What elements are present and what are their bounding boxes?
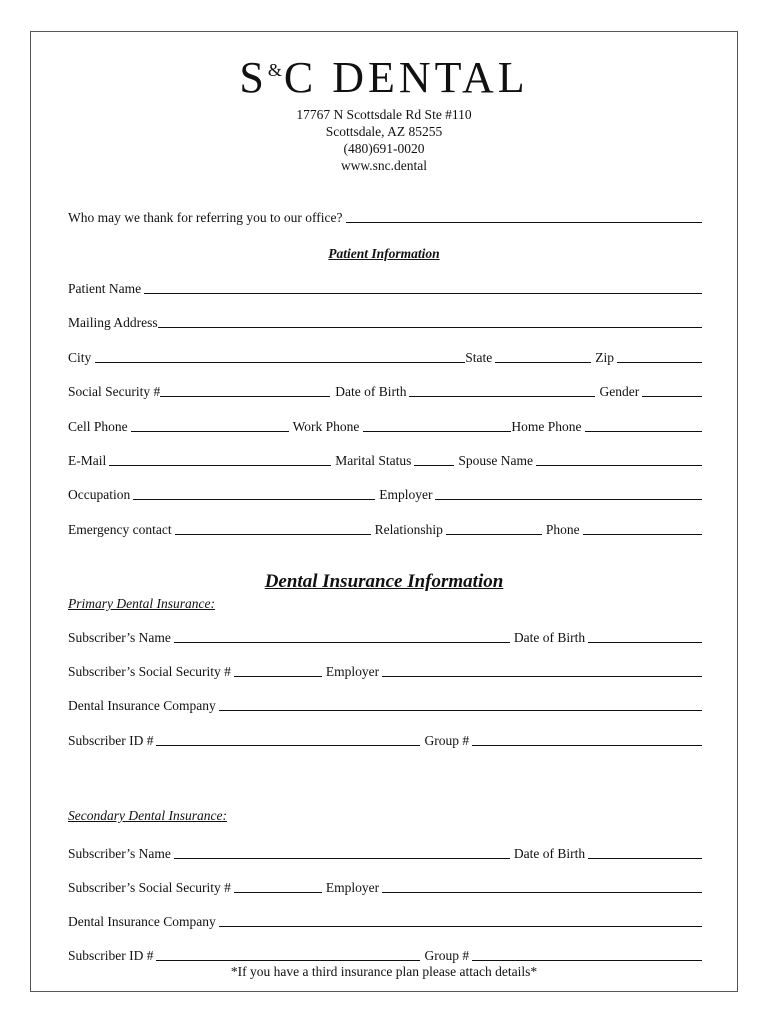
occupation-label: Occupation: [68, 487, 131, 502]
spouse-name-field[interactable]: [536, 464, 702, 466]
ssn-dob-gender-row: [68, 382, 702, 402]
secondary-subscriber-ssn-field[interactable]: [234, 891, 322, 893]
primary-company-row: [68, 696, 702, 716]
secondary-subscriber-ssn-label: Subscriber’s Social Security #: [68, 880, 231, 895]
home-phone-field[interactable]: [585, 430, 702, 432]
cell-phone-field[interactable]: [131, 430, 289, 432]
patient-info-title: Patient Information: [328, 246, 440, 261]
marital-status-label: Marital Status: [335, 453, 412, 468]
secondary-group-label: Group #: [424, 948, 470, 963]
primary-id-group-row: [68, 731, 702, 751]
spouse-name-label: Spouse Name: [458, 453, 533, 468]
relationship-label: Relationship: [374, 522, 443, 537]
relationship-field[interactable]: [446, 533, 542, 535]
email-field[interactable]: [109, 464, 331, 466]
address-line-1: 17767 N Scottsdale Rd Ste #110: [296, 107, 472, 122]
zip-field[interactable]: [617, 361, 702, 363]
secondary-subscriber-dob-field[interactable]: [588, 857, 702, 859]
email-label: E-Mail: [68, 453, 107, 468]
emergency-contact-label: Emergency contact: [68, 522, 172, 537]
primary-subscriber-dob-field[interactable]: [588, 641, 702, 643]
patient-name-field[interactable]: [144, 292, 702, 294]
primary-subscriber-name-field[interactable]: [174, 641, 510, 643]
third-insurance-footnote: *If you have a third insurance plan please attach details*: [230, 964, 538, 979]
primary-group-field[interactable]: [472, 744, 702, 746]
secondary-subscriber-ssn-row: [68, 878, 702, 898]
mailing-address-label: Mailing Address: [68, 315, 158, 330]
practice-website: www.snc.dental: [340, 158, 428, 173]
primary-subscriber-id-field[interactable]: [156, 744, 420, 746]
occupation-field[interactable]: [133, 498, 375, 500]
primary-employer-label: Employer: [325, 664, 380, 679]
zip-label: Zip: [595, 350, 615, 365]
secondary-company-field[interactable]: [219, 925, 702, 927]
secondary-subscriber-id-field[interactable]: [156, 959, 420, 961]
employer-label: Employer: [379, 487, 433, 502]
emergency-phone-field[interactable]: [583, 533, 702, 535]
dental-insurance-title: Dental Insurance Information: [264, 571, 504, 592]
occupation-employer-row: [68, 485, 702, 505]
secondary-insurance-title: Secondary Dental Insurance:: [68, 808, 227, 823]
secondary-company-label: Dental Insurance Company: [68, 914, 216, 929]
practice-address-block: [31, 106, 737, 174]
primary-subscriber-id-label: Subscriber ID #: [68, 733, 154, 748]
primary-group-label: Group #: [424, 733, 470, 748]
city-field[interactable]: [95, 361, 465, 363]
primary-subscriber-ssn-field[interactable]: [234, 675, 322, 677]
primary-employer-field[interactable]: [382, 675, 702, 677]
email-marital-spouse-row: [68, 451, 702, 471]
referral-label: Who may we thank for referring you to our office?: [68, 210, 343, 225]
secondary-id-group-row: [68, 946, 702, 966]
practice-logo: [31, 44, 737, 104]
form-page: [30, 31, 738, 992]
state-label: State: [465, 350, 493, 365]
employer-field[interactable]: [435, 498, 702, 500]
secondary-group-field[interactable]: [472, 959, 702, 961]
logo-text: C DENTAL: [283, 53, 529, 102]
dob-label: Date of Birth: [335, 384, 407, 399]
state-field[interactable]: [495, 361, 591, 363]
primary-subscriber-ssn-label: Subscriber’s Social Security #: [68, 664, 231, 679]
primary-company-field[interactable]: [219, 709, 702, 711]
logo-letter-s: S: [239, 53, 268, 102]
emergency-phone-label: Phone: [545, 522, 580, 537]
primary-subscriber-name-label: Subscriber’s Name: [68, 630, 171, 645]
secondary-subscriber-name-label: Subscriber’s Name: [68, 846, 171, 861]
mailing-address-field[interactable]: [158, 326, 702, 328]
gender-label: Gender: [599, 384, 640, 399]
secondary-employer-label: Employer: [325, 880, 380, 895]
referral-field[interactable]: [346, 221, 702, 223]
secondary-subscriber-dob-label: Date of Birth: [513, 846, 586, 861]
patient-name-row: [68, 279, 702, 299]
secondary-subscriber-name-field[interactable]: [174, 857, 510, 859]
dob-field[interactable]: [409, 395, 595, 397]
primary-company-label: Dental Insurance Company: [68, 698, 216, 713]
patient-name-label: Patient Name: [68, 281, 142, 296]
secondary-subscriber-name-row: [68, 844, 702, 864]
city-label: City: [68, 350, 92, 365]
primary-insurance-title: Primary Dental Insurance:: [68, 596, 215, 611]
logo-ampersand: &: [267, 60, 284, 80]
secondary-company-row: [68, 912, 702, 932]
referral-row: [68, 208, 702, 228]
primary-subscriber-ssn-row: [68, 662, 702, 682]
marital-status-field[interactable]: [414, 464, 454, 466]
home-phone-label: Home Phone: [511, 419, 582, 434]
secondary-employer-field[interactable]: [382, 891, 702, 893]
ssn-label: Social Security #: [68, 384, 161, 399]
gender-field[interactable]: [642, 395, 702, 397]
practice-phone: (480)691-0020: [343, 141, 425, 156]
city-state-zip-row: [68, 348, 702, 368]
work-phone-label: Work Phone: [292, 419, 360, 434]
primary-subscriber-dob-label: Date of Birth: [513, 630, 586, 645]
mailing-address-row: [68, 313, 702, 333]
phones-row: [68, 417, 702, 437]
address-line-2: Scottsdale, AZ 85255: [325, 124, 443, 139]
ssn-field[interactable]: [160, 395, 330, 397]
emergency-contact-field[interactable]: [175, 533, 371, 535]
work-phone-field[interactable]: [363, 430, 511, 432]
secondary-subscriber-id-label: Subscriber ID #: [68, 948, 154, 963]
primary-subscriber-name-row: [68, 628, 702, 648]
emergency-contact-row: [68, 520, 702, 540]
cell-phone-label: Cell Phone: [68, 419, 128, 434]
